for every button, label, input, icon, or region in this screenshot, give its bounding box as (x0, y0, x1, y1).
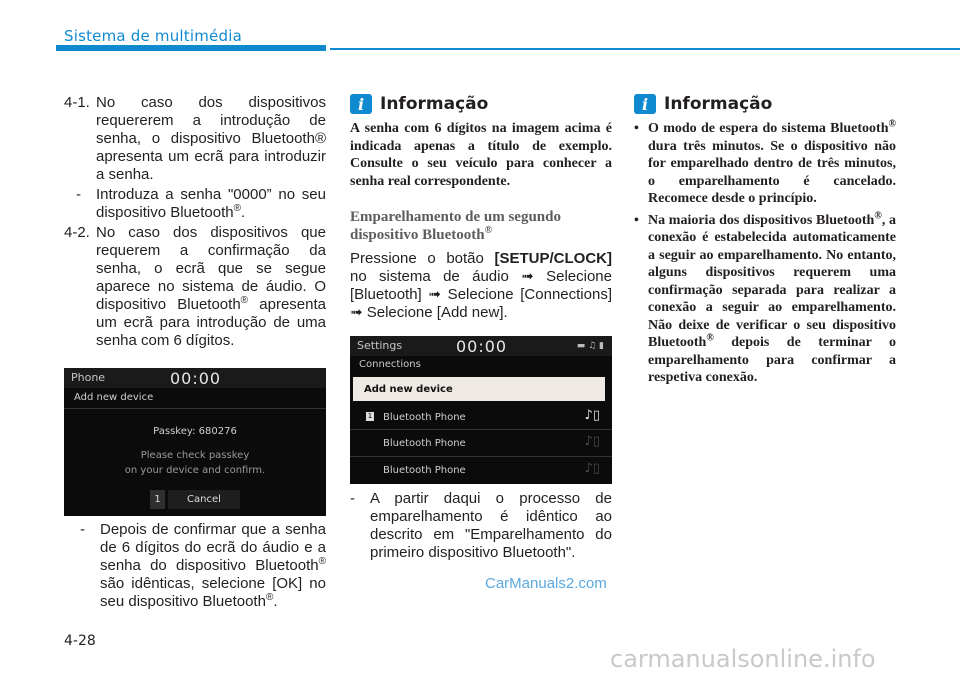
setup-clock-button-ref: [SETUP/CLOCK] (494, 250, 612, 267)
music-phone-icon: ♪▯ (584, 434, 600, 449)
bluetooth-phone-row-1[interactable]: Bluetooth Phone (383, 412, 466, 423)
info-bullet-1 (634, 120, 896, 208)
registered-mark: ® (874, 209, 882, 221)
bullet-text-b: dura três minutos. Se o dispositivo não for emparelhado dentro de três minutos, o emparelhamento é cancelado. Recomece desde o princípio. (648, 138, 896, 206)
registered-mark: ® (240, 295, 249, 306)
header-rule (330, 48, 960, 50)
dash: - (350, 490, 355, 507)
info-header (634, 94, 896, 114)
info-icon: i (350, 94, 372, 114)
bullet-text-a: Na maioria dos dispositivos Bluetooth (648, 212, 875, 228)
dash: - (76, 186, 81, 203)
column-left (64, 94, 326, 611)
bullet-text-c: depois de terminar o emparelhamento para confirmar a respetiva conexão. (648, 335, 896, 385)
instructions-a: Pressione o botão (350, 250, 495, 267)
screen-title: Settings (357, 339, 403, 352)
info-bullet-2 (634, 209, 896, 387)
step-text-main: No caso dos dispositivos que requerem a confirmação da senha, o ecrã que se segue aparece no sistema de áudio. O dispositivo Bluetooth (96, 224, 326, 313)
device-number-badge: 1 (367, 412, 373, 420)
bullet-text (648, 120, 896, 208)
registered-mark: ® (706, 332, 714, 344)
divider (350, 429, 612, 430)
heading-text: Emparelhamento de um segundo dispositivo Bluetooth (350, 209, 561, 243)
watermark-site: carmanualsonline.info (610, 645, 876, 673)
status-icons: ▬ ♫ ▮ (576, 341, 604, 351)
passkey-text: Passkey: 680276 (153, 426, 237, 437)
header-bar (56, 45, 326, 51)
sub-text (96, 186, 326, 222)
info-title: Informação (380, 94, 489, 114)
note-text-a: Depois de confirmar que a senha de 6 dígitos do ecrã do áudio e a senha do dispositivo Bluetooth (100, 521, 326, 574)
dash: - (80, 521, 85, 538)
divider (350, 456, 612, 457)
note-text-b: são idênticas, selecione [OK] no seu dispositivo Bluetooth (100, 575, 326, 610)
step-number: 4-2. (64, 224, 90, 241)
note-text: A partir daqui o processo de emparelhamento é idêntico ao descrito em "Emparelhamento do primeiro dispositivo Bluetooth". (370, 490, 612, 561)
note-text (100, 521, 326, 611)
period: . (240, 204, 246, 221)
column-middle (350, 94, 612, 562)
bullet-text-b: , a conexão é estabelecida automaticamente a seguir ao emparelhamento. No entanto, alguns dispositivos requerem uma confirmação separada para realizar a conexão a seguir ao emparelhamento. Não deixe de verificar o seu dispositivo Bluetooth (648, 212, 896, 350)
column-right (634, 94, 896, 387)
screen-clock: 00:00 (456, 337, 508, 356)
cancel-button[interactable]: Cancel (168, 490, 240, 509)
passkey-message-1: Please check passkey (140, 450, 250, 461)
bluetooth-phone-row-3[interactable]: Bluetooth Phone (383, 465, 466, 476)
passkey-message-2: on your device and confirm. (124, 465, 266, 476)
info-header (350, 94, 612, 114)
registered-mark: ® (318, 556, 326, 567)
bullet: • (634, 121, 639, 136)
second-device-heading (350, 208, 612, 244)
add-new-device-label: Add new device (364, 384, 453, 395)
section-title: Sistema de multimédia (64, 27, 242, 45)
add-new-device-label: Add new device (74, 392, 154, 403)
button-number-badge: 1 (150, 490, 165, 509)
step-4-2 (64, 224, 326, 350)
registered-mark: ® (265, 592, 274, 603)
info-text: A senha com 6 dígitos na imagem acima é indicada apenas a título de exemplo. Consulte o seu veículo para conhecer a senha real correspondente. (350, 121, 612, 189)
bullet: • (634, 212, 639, 228)
step-text-rest: apresenta um ecrã para introdução de uma senha com 6 dígitos. (96, 296, 326, 349)
music-phone-icon: ♪▯ (584, 408, 600, 423)
after-confirm-note (64, 521, 326, 611)
music-phone-icon: ♪▯ (584, 461, 600, 476)
registered-mark: ® (484, 225, 493, 236)
phone-passkey-screen (64, 368, 326, 516)
registered-mark: ® (233, 203, 241, 214)
step-4-1-sub (64, 186, 326, 222)
step-text (96, 224, 326, 350)
divider (64, 408, 326, 409)
instructions (350, 250, 612, 322)
page-number: 4-28 (64, 633, 96, 649)
bluetooth-phone-row-2[interactable]: Bluetooth Phone (383, 438, 466, 449)
step-4-1 (64, 94, 326, 184)
screen-title: Phone (71, 371, 106, 384)
connections-label: Connections (359, 359, 421, 370)
settings-connections-screen (350, 336, 612, 484)
bullet-text (648, 209, 896, 387)
info-icon: i (634, 94, 656, 114)
sub-text-main: Introduza a senha "0000” no seu dispositivo Bluetooth (96, 186, 326, 221)
info-title: Informação (664, 94, 773, 114)
screen-clock: 00:00 (170, 369, 222, 388)
after-pairing-note (350, 490, 612, 562)
period: . (273, 593, 278, 610)
instructions-b: no sistema de áudio ➟ Selecione [Bluetooth] ➟ Selecione [Connections] ➟ Selecione [Add new]. (350, 268, 612, 321)
step-text: No caso dos dispositivos requererem a introdução de senha, o dispositivo Bluetooth® apresenta um ecrã para introduzir a senha. (96, 94, 326, 183)
step-number: 4-1. (64, 94, 90, 111)
registered-mark: ® (888, 118, 896, 130)
bullet-text-a: O modo de espera do sistema Bluetooth (648, 121, 889, 136)
watermark: CarManuals2.com (485, 575, 607, 592)
